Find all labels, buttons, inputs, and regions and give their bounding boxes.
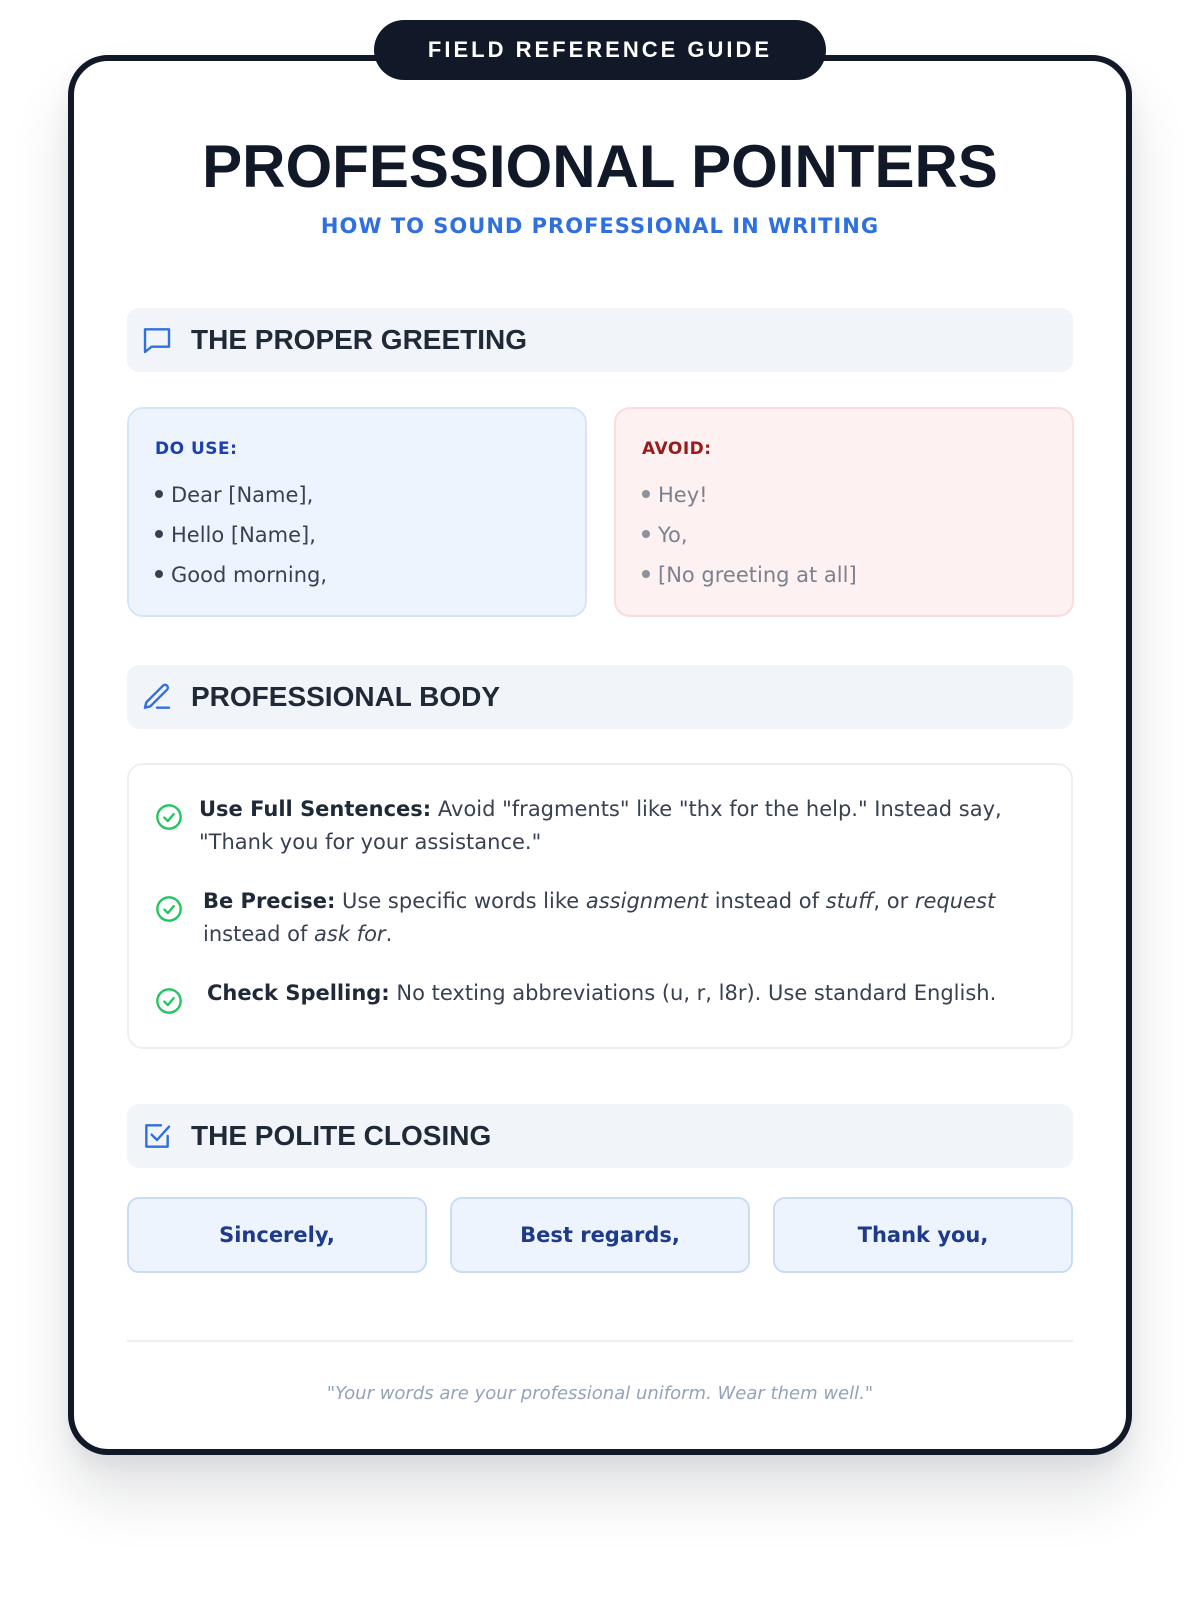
closing-option-sincerely: Sincerely, <box>127 1197 427 1273</box>
page-title: PROFESSIONAL POINTERS <box>202 133 998 200</box>
bullet-dot <box>642 490 650 498</box>
tip-body: instead of <box>708 889 826 913</box>
list-item-text: Good morning, <box>171 563 328 587</box>
check-circle-icon <box>155 895 183 923</box>
avoid-panel <box>614 407 1074 617</box>
bullet-dot <box>155 530 163 538</box>
tip-text <box>207 977 996 1010</box>
tip-body: Use specific words like <box>335 889 586 913</box>
tip-body: instead of <box>203 922 315 946</box>
section-title-greeting: THE PROPER GREETING <box>191 324 528 355</box>
list-item-text: Hey! <box>658 483 708 507</box>
body-tips-panel <box>127 763 1073 1049</box>
tip-body: Avoid "fragments" like "thx for the help." Instead say, "Thank you for your assistance." <box>199 797 1002 854</box>
do-use-panel <box>127 407 587 617</box>
list-item <box>642 555 857 595</box>
tip-emphasis: ask for <box>314 922 386 946</box>
tip-title: Be Precise: <box>203 889 336 913</box>
section-header-body <box>127 665 1073 729</box>
tip-text <box>199 793 1035 859</box>
bullet-dot <box>155 570 163 578</box>
check-circle-icon <box>155 803 183 831</box>
tip-emphasis: assignment <box>585 889 709 913</box>
bullet-dot <box>642 530 650 538</box>
message-square-icon <box>139 322 175 358</box>
list-item-text: Yo, <box>658 523 688 547</box>
section-header-greeting <box>127 308 1073 372</box>
do-use-list <box>155 475 327 595</box>
tip-text <box>203 885 1035 951</box>
page-subtitle: HOW TO SOUND PROFESSIONAL IN WRITING <box>320 214 880 238</box>
tip-emphasis: stuff <box>825 889 874 913</box>
list-item-text: Hello [Name], <box>171 523 316 547</box>
section-title-closing: THE POLITE CLOSING <box>191 1120 492 1151</box>
tip-title: Use Full Sentences: <box>199 797 432 821</box>
tip-title: Check Spelling: <box>207 981 390 1005</box>
avoid-list <box>642 475 857 595</box>
check-circle-icon <box>155 987 183 1015</box>
section-header-closing <box>127 1104 1073 1168</box>
closing-option-best-regards: Best regards, <box>450 1197 750 1273</box>
tip-emphasis: request <box>914 889 996 913</box>
footer-divider <box>127 1340 1073 1342</box>
pen-icon <box>139 679 175 715</box>
tip-body: No texting abbreviations (u, r, l8r). Use standard English. <box>389 981 997 1005</box>
list-item-text: Dear [Name], <box>171 483 314 507</box>
do-use-heading: DO USE: <box>155 439 238 459</box>
list-item <box>155 555 327 595</box>
avoid-heading: AVOID: <box>642 439 712 459</box>
list-item <box>155 475 327 515</box>
list-item <box>155 515 327 555</box>
check-square-icon <box>139 1118 175 1154</box>
tip-check-spelling <box>155 977 1035 1015</box>
closing-option-thank-you: Thank you, <box>773 1197 1073 1273</box>
tip-body: , or <box>873 889 915 913</box>
list-item <box>642 515 857 555</box>
section-title-body: PROFESSIONAL BODY <box>191 681 501 712</box>
bullet-dot <box>642 570 650 578</box>
list-item <box>642 475 857 515</box>
list-item-text: [No greeting at all] <box>658 563 857 587</box>
bullet-dot <box>155 490 163 498</box>
guide-tag: FIELD REFERENCE GUIDE <box>374 20 826 80</box>
tip-be-precise <box>155 885 1035 951</box>
closing-options <box>127 1197 1073 1273</box>
tip-body: . <box>385 922 393 946</box>
footer-quote: "Your words are your professional uniform. Wear them well." <box>326 1383 874 1404</box>
tip-full-sentences <box>155 793 1035 859</box>
